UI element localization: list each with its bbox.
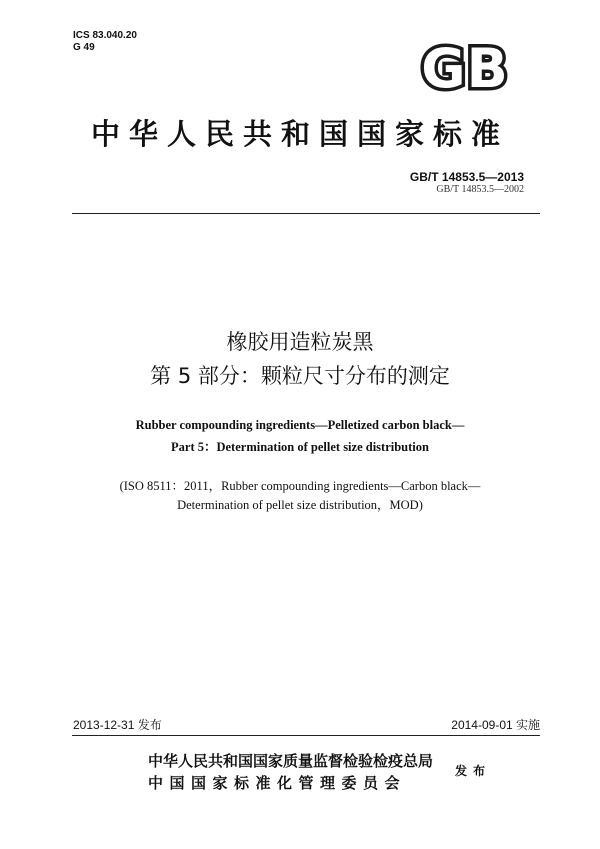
title-en-line1: Rubber compounding ingredients—Pelletized carbon black—	[135, 418, 465, 432]
title-cn-line1: 橡胶用造粒炭黑	[226, 330, 374, 354]
replaced-standard: GB/T 14853.5—2002	[436, 184, 524, 195]
iso-reference-line1: (ISO 8511：2011，Rubber compounding ingredients—Carbon black—	[119, 479, 481, 493]
publisher-line2: 中国国家标准化管理委员会	[148, 774, 407, 792]
ccs-code: G 49	[73, 42, 95, 53]
gb-logo	[406, 40, 524, 92]
issue-date: 2013-12-31 发布	[73, 718, 162, 732]
national-standard-title: 中华人民共和国国家标准	[90, 117, 509, 151]
classification-block	[73, 30, 137, 54]
ics-code: ICS 83.040.20	[73, 30, 137, 41]
title-en-line2: Part 5：Determination of pellet size distribution	[171, 440, 429, 454]
footer-divider	[72, 735, 540, 736]
publish-label: 发布	[455, 764, 492, 778]
publisher-line1: 中华人民共和国国家质量监督检验检疫总局	[148, 752, 434, 770]
header-divider	[72, 213, 540, 214]
implementation-date: 2014-09-01 实施	[451, 718, 540, 732]
standard-number: GB/T 14853.5—2013	[409, 170, 524, 184]
iso-reference-line2: Determination of pellet size distribution，MOD)	[177, 498, 423, 512]
gb-logo-text: GB	[421, 40, 509, 92]
title-cn-line2: 第 5 部分：颗粒尺寸分布的测定	[150, 364, 450, 388]
